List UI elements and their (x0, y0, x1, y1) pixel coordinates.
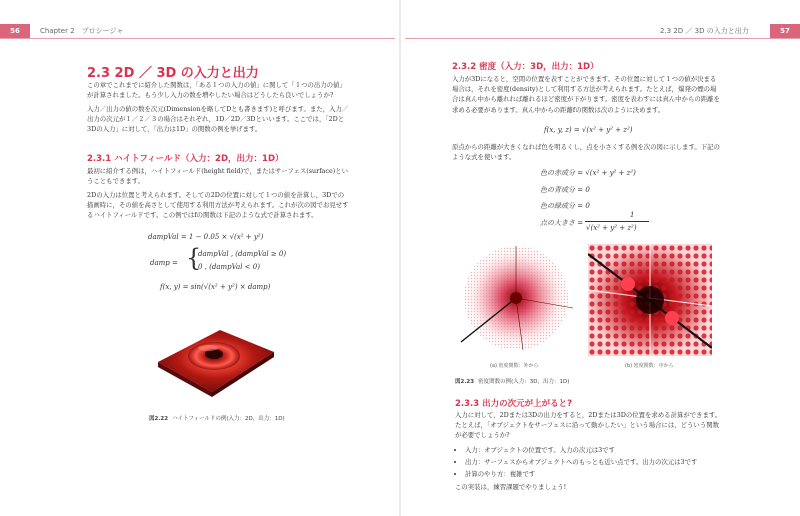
left-running-head: Chapter 2 プロシージャ (40, 27, 124, 35)
right-paragraph-3: 入力に対して，2Dまたは3Dの出力をすると，2Dまたは3Dの位置を求める計算ができます。たとえば，「オブジェクトをサーフェスに沿って動かしたい」という場合には，どういう関数が必要でしょうか? (455, 411, 722, 440)
subfigure-b-caption: (b) 密度関数：中から (625, 363, 674, 369)
right-paragraph-1: 入力が3Dになると，空間の位置を表すことができます。その位置に対して１つの値が決まる場合は，それを密度(density)として利用する方法が考えられます。たとえば，爆発の煙の場合は真ん中から離れれば離れるほど密度が下がります。密度を表わすには真ん中からの距離を求める必要があります。真ん中からの距離fの関数は次のように決めます。 (452, 75, 720, 114)
density-figure-outside (455, 244, 577, 352)
equation-size-numerator: 1 (630, 211, 635, 219)
density-outside-core (510, 292, 522, 304)
subsection-density-title: 2.3.2 密度（入力：3D，出力：1D） (452, 62, 599, 72)
equation-fraction-bar (585, 221, 649, 222)
figure-2-22-caption (149, 414, 285, 422)
equation-brace: { (186, 244, 202, 272)
equation-red: 色の赤成分 = √(x² + y² + z²) (540, 169, 636, 177)
left-header-rule (0, 38, 395, 39)
figure-2-23-number: 図2.23 (455, 379, 475, 385)
list-item: • 出力：サーフェスからオブジェクトへのもっとも近い点です。出力の次元は3です (465, 456, 735, 468)
equation-size-lhs: 点の大きさ = (540, 219, 584, 227)
figure-2-23-text: 密度関数の例(入力：3D，出力：1D) (478, 379, 570, 385)
figure-2-22-text: ハイトフィールドの例(入力：2D，出力：1D) (172, 416, 285, 422)
equation-damp-lhs: damp = (150, 259, 178, 267)
equation-damp-case-1: dampVal , (dampVal ≥ 0) (198, 250, 287, 258)
subsection-heightfield-title: 2.3.1 ハイトフィールド（入力：2D，出力：1D） (87, 154, 284, 164)
density-inside-sphere-2 (665, 311, 679, 325)
right-page-number: 57 (770, 24, 800, 38)
density-figure-inside (588, 244, 712, 356)
subfigure-a-caption: (a) 密度関数：外から (490, 363, 539, 369)
page-gutter (399, 0, 401, 516)
right-paragraph-2: 原点からの距離が大きくなれば色を明るくし，点を小さくする例を次の図に示します。下記のような式を使います。 (452, 143, 720, 162)
equation-fxy: f(x, y) = sin(√(x² + y²) × damp) (160, 283, 271, 291)
equation-green: 色の緑成分 = 0 (540, 202, 590, 210)
left-paragraph-2: 入力／出力の値の数を次元(Dimensionを略してDとも書きます)と呼びます。また，入力／出力の次元が１／２／３の場合はそれぞれ，1D／2D／3Dといいます。ここでは，「2Dと3Dの入力」に対して，「出力は1D」の関数の例を挙げます。 (87, 105, 349, 134)
equation-dampval: dampVal = 1 − 0.05 × √(x² + y²) (148, 233, 264, 241)
equation-damp-case-2: 0 , (dampVal < 0) (198, 263, 260, 271)
right-header-rule (405, 38, 800, 39)
left-paragraph-3: 最初に紹介する例は，ハイトフィールド(height field)で，またはサーフェス(surface)ということもできます。 (87, 167, 349, 186)
heightfield-figure (150, 300, 280, 400)
density-inside-sphere-1 (621, 277, 635, 291)
figure-2-23-caption (455, 377, 569, 385)
requirements-list (455, 444, 735, 480)
figure-2-22-number: 図2.22 (149, 416, 169, 422)
list-item: • 入力：オブジェクトの位置です。入力の次元は3です (465, 444, 735, 456)
equation-distance: f(x, y, z) = √(x² + y² + z²) (544, 126, 633, 134)
left-page-number: 56 (0, 24, 30, 38)
right-paragraph-4: この実装は，練習課題でやりましょう! (455, 483, 567, 491)
surface-highlight (198, 345, 218, 351)
list-item: • 計算のやり方：複雑です (465, 468, 735, 480)
right-running-head: 2.3 2D ／ 3D の入力と出力 (660, 27, 749, 35)
equation-size-denominator: √(x² + y² + z²) (586, 224, 637, 232)
section-title: 2.3 2D ／ 3D の入力と出力 (87, 66, 259, 81)
subsection-output-dimension-title: 2.3.3 出力の次元が上がると? (455, 399, 573, 409)
equation-blue: 色の青成分 = 0 (540, 186, 590, 194)
left-paragraph-4: 2Dの入力は位置と考えられます。そしての2Dの位置に対して１つの値を計算し，3Dでの描画時に，その値を高さとして使用する利用方法が考えられます。これが次の図でお見せするハイトフィールドです。この例ではfの関数は下記のような式で計算されます。 (87, 191, 349, 220)
density-inside-core (636, 286, 664, 314)
left-paragraph-1: この章でこれまでに紹介した関数は，「ある１つの入力の値」に関して「１つの出力の値」が計算されました。もう少し入力の数を増やしたい場合はどうしたら良いでしょうか? (87, 81, 346, 100)
